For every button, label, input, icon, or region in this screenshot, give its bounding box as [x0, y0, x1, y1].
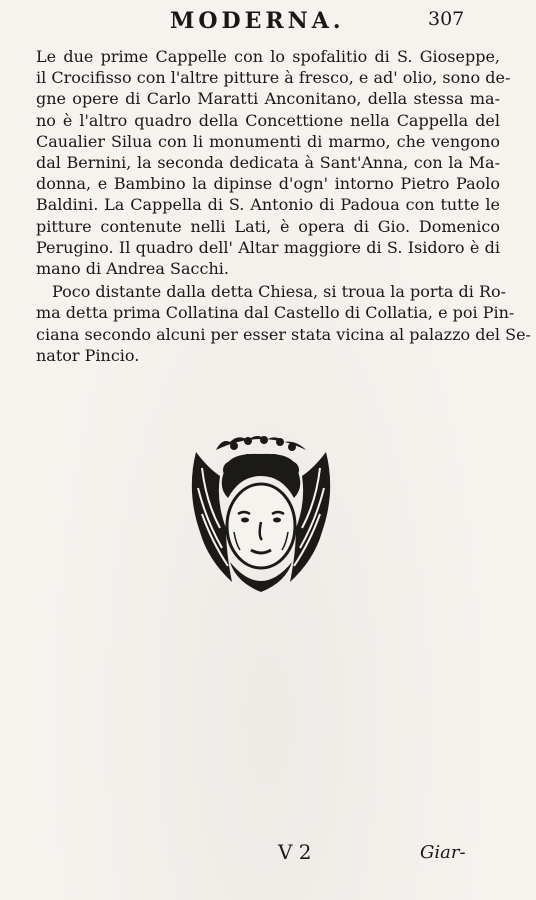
running-title: MODERNA. [170, 8, 345, 34]
text-line: pitture contenute nelli Lati, è opera di Gio. Domenico [36, 216, 500, 236]
bleed-through-text [40, 640, 510, 662]
text-line: no è l'altro quadro della Concettione nella Cappella del [36, 110, 500, 130]
text-line: Poco distante dalla detta Chiesa, si troua la porta di Ro- [52, 282, 507, 302]
text-line: il Crocifisso con l'altre pitture à fresco, e ad' olio, sono de- [36, 68, 511, 88]
text-line: donna, e Bambino la dipinse d'ogn' intorno Pietro Paolo [36, 174, 500, 194]
text-line: mano di Andrea Sacchi. [36, 259, 229, 279]
page-number: 307 [428, 8, 465, 30]
text-line: Perugino. Il quadro dell' Altar maggiore di S. Isidoro è di [36, 237, 500, 257]
signature-mark: V 2 [278, 840, 312, 864]
text-line: nator Pincio. [36, 345, 140, 365]
text-line: Le due prime Cappelle con lo spofalitio di S. Gioseppe, [36, 47, 500, 66]
paragraph-chapels [36, 46, 511, 279]
text-line: ciana secondo alcuni per esser stata vicina al palazzo del Se- [36, 324, 531, 344]
catchword: Giar- [420, 842, 466, 863]
text-line: Caualier Silua con li monumenti di marmo, che vengono [36, 131, 500, 151]
text-line: dal Bernini, la seconda dedicata à Sant'Anna, con la Ma- [36, 153, 500, 173]
body-text [36, 46, 531, 366]
text-line: ma detta prima Collatina dal Castello di Collatia, e poi Pin- [36, 303, 515, 323]
paragraph-porta [36, 281, 531, 366]
cherub-ornament-icon [186, 432, 336, 602]
running-head [0, 0, 536, 40]
text-line: gne opere di Carlo Maratti Anconitano, della stessa ma- [36, 89, 500, 109]
text-line: Baldini. La Cappella di S. Antonio di Padoua con tutte le [36, 195, 500, 215]
